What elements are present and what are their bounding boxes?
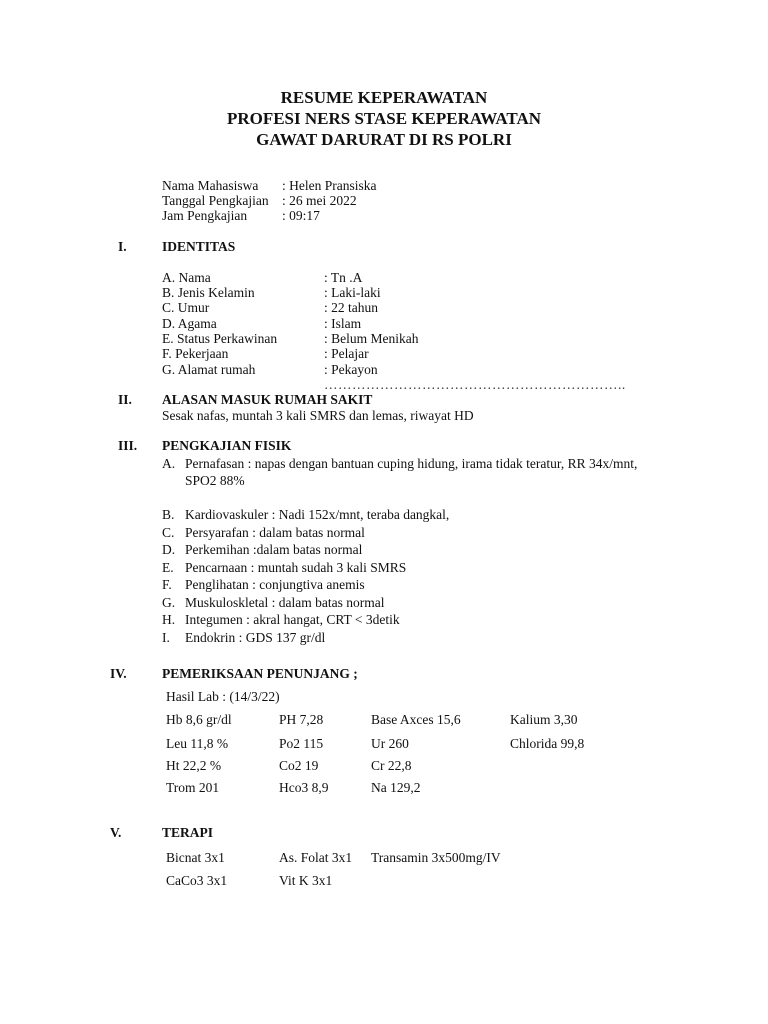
info-label: Nama Mahasiswa [162, 178, 259, 193]
lab-value: Na 129,2 [371, 780, 421, 795]
item-letter: D. [162, 542, 176, 557]
identity-label: G. Alamat rumah [162, 362, 256, 377]
identity-value: : Tn .A [324, 270, 363, 285]
lab-value: Hb 8,6 gr/dl [166, 712, 232, 727]
lab-value: Base Axces 15,6 [371, 712, 461, 727]
item-text: Integumen : akral hangat, CRT < 3detik [185, 612, 400, 627]
item-letter: A. [162, 456, 176, 471]
info-value: : 09:17 [282, 208, 320, 223]
item-letter: B. [162, 507, 175, 522]
lab-result-date: Hasil Lab : (14/3/22) [166, 689, 280, 704]
identity-value: : Belum Menikah [324, 331, 419, 346]
item-text: Perkemihan :dalam batas normal [185, 542, 363, 557]
lab-value: Co2 19 [279, 758, 319, 773]
info-value: : 26 mei 2022 [282, 193, 357, 208]
identity-label: C. Umur [162, 300, 210, 315]
info-label: Jam Pengkajian [162, 208, 248, 223]
item-letter: G. [162, 595, 176, 610]
identity-value: : Pelajar [324, 346, 369, 361]
section-number-terapi: V. [110, 825, 122, 840]
therapy-item: Bicnat 3x1 [166, 850, 225, 865]
identity-label: A. Nama [162, 270, 211, 285]
document-title-line-2: PROFESI NERS STASE KEPERAWATAN [226, 109, 542, 128]
identity-value: : Laki-laki [324, 285, 381, 300]
lab-value: PH 7,28 [279, 712, 324, 727]
item-text: Muskuloskletal : dalam batas normal [185, 595, 385, 610]
item-letter: F. [162, 577, 172, 592]
section-number-penunjang: IV. [110, 666, 127, 681]
lab-value: Chlorida 99,8 [510, 736, 585, 751]
identity-label: E. Status Perkawinan [162, 331, 278, 346]
item-text: Pencarnaan : muntah sudah 3 kali SMRS [185, 560, 407, 575]
section-heading-penunjang: PEMERIKSAAN PENUNJANG ; [162, 666, 358, 681]
document-title-line-1: RESUME KEPERAWATAN [280, 88, 488, 107]
lab-value: Kalium 3,30 [510, 712, 578, 727]
identity-label: F. Pekerjaan [162, 346, 229, 361]
therapy-item: Transamin 3x500mg/IV [371, 850, 501, 865]
document-title-line-3: GAWAT DARURAT DI RS POLRI [256, 130, 512, 149]
therapy-item: Vit K 3x1 [279, 873, 333, 888]
identity-value: : 22 tahun [324, 300, 378, 315]
physical-item-breathing-cont: SPO2 88% [185, 473, 245, 488]
section-heading-identitas: IDENTITAS [162, 239, 236, 254]
lab-value: Ht 22,2 % [166, 758, 222, 773]
identity-label: B. Jenis Kelamin [162, 285, 255, 300]
address-continuation-dots: ……………………………………………………….. [324, 377, 626, 392]
section-heading-terapi: TERAPI [162, 825, 214, 840]
identity-value: : Pekayon [324, 362, 378, 377]
therapy-item: CaCo3 3x1 [166, 873, 228, 888]
info-label: Tanggal Pengkajian [162, 193, 269, 208]
section-heading-fisik: PENGKAJIAN FISIK [162, 438, 292, 453]
lab-value: Ur 260 [371, 736, 409, 751]
item-text: Persyarafan : dalam batas normal [185, 525, 365, 540]
item-text: Pernafasan : napas dengan bantuan cuping hidung, irama tidak teratur, RR 34x/mnt, [185, 456, 638, 471]
lab-value: Po2 115 [279, 736, 324, 751]
section-heading-alasan: ALASAN MASUK RUMAH SAKIT [162, 392, 373, 407]
info-value: : Helen Pransiska [282, 178, 377, 193]
item-text: Kardiovaskuler : Nadi 152x/mnt, teraba dangkal, [185, 507, 450, 522]
item-letter: H. [162, 612, 176, 627]
lab-value: Trom 201 [166, 780, 220, 795]
identity-label: D. Agama [162, 316, 217, 331]
therapy-item: As. Folat 3x1 [279, 850, 353, 865]
item-text: Endokrin : GDS 137 gr/dl [185, 630, 326, 645]
lab-value: Cr 22,8 [371, 758, 412, 773]
admission-reason-text: Sesak nafas, muntah 3 kali SMRS dan lemas, riwayat HD [162, 408, 474, 423]
section-number-identitas: I. [118, 239, 127, 254]
lab-value: Leu 11,8 % [166, 736, 229, 751]
item-letter: C. [162, 525, 175, 540]
item-letter: I. [162, 630, 170, 645]
section-number-alasan: II. [118, 392, 132, 407]
item-text: Penglihatan : conjungtiva anemis [185, 577, 365, 592]
lab-value: Hco3 8,9 [279, 780, 329, 795]
item-letter: E. [162, 560, 174, 575]
identity-value: : Islam [324, 316, 362, 331]
section-number-fisik: III. [118, 438, 138, 453]
